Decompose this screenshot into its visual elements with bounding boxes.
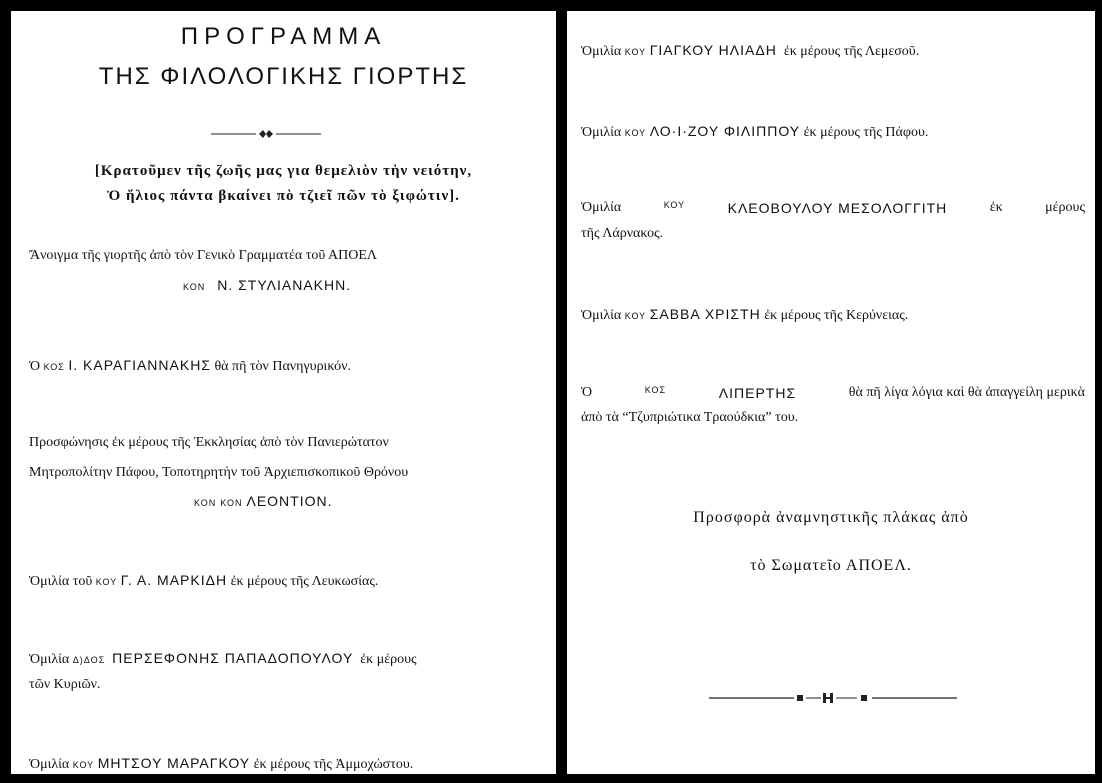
motto-line-2: Ὁ ἥλιος πάντα βκαίνει πὸ τζιεῖ πῶν τὸ ξιφώτιν]. bbox=[107, 188, 460, 204]
nicosia-speech-line: Ὁμιλία τοῦ ΚΟΥ Γ. Α. ΜΑΡΚΙΔΗ ἐκ μέρους τῆς Λευκωσίας. bbox=[29, 572, 379, 589]
ladies-speech-line-1: Ὁμιλία Δ)ΔΟΣ ΠΕΡΣΕΦΟΝΗΣ ΠΑΠΑΔΟΠΟΥΛΟΥ ἐκ μέρους bbox=[29, 650, 417, 667]
ladies-speech-line-2: τῶν Κυριῶν. bbox=[29, 677, 101, 692]
ornament-divider-top bbox=[211, 127, 321, 141]
closing-line-1: Προσφορὰ ἀναμνηστικῆς πλάκας ἀπὸ bbox=[693, 509, 969, 526]
larnaca-speech-line-1: Ὁμιλία ΚΟΥ ΚΛΕΟΒΟΥΛΟΥ ΜΕΣΟΛΟΓΓΙΤΗ ἐκ μέρους bbox=[581, 200, 1085, 216]
limassol-speech-line: Ὁμιλία ΚΟΥ ΓΙΑΓΚΟΥ ΗΛΙΑΔΗ ἐκ μέρους τῆς Λεμεσοῦ. bbox=[581, 42, 920, 59]
kyrenia-speech-line: Ὁμιλία ΚΟΥ ΣΑΒΒΑ ΧΡΙΣΤΗ ἐκ μέρους τῆς Κερύνειας. bbox=[581, 306, 909, 323]
program-subtitle: ΤΗΣ ΦΙΛΟΛΟΓΙΚΗΣ ΓΙΟΡΤΗΣ bbox=[98, 63, 469, 90]
paphos-speech-line: Ὁμιλία ΚΟΥ ΛΟ·Ι·ΖΟΥ ΦΙΛΙΠΠΟΥ ἐκ μέρους τῆς Πάφου. bbox=[581, 123, 929, 140]
lipertis-line-2: ἀπὸ τὰ “Τζυπριώτικα Τραούδκια” του. bbox=[581, 410, 799, 425]
opening-speaker: ΚΟΝ Ν. ΣΤΥΛΙΑΝΑΚΗΝ. bbox=[183, 277, 352, 293]
lipertis-line-1: Ὁ ΚΟΣ ΛΙΠΕΡΤΗΣ θὰ πῆ λίγα λόγια καὶ θὰ ἀπαγγείλη μερικὰ bbox=[581, 385, 1085, 401]
motto-line-1: [Κρατοῦμεν τῆς ζωῆς μας για θεμελιὸν τὴν νειότην, bbox=[94, 163, 473, 179]
ornament-divider-bottom bbox=[709, 691, 957, 705]
church-address-line-2: Μητροπολίτην Πάφου, Τοποτηρητὴν τοῦ Ἀρχιεπισκοπικοῦ Θρόνου bbox=[29, 465, 409, 480]
page-frame bbox=[3, 3, 1097, 778]
right-page bbox=[567, 11, 1095, 774]
closing-line-2: τὸ Σωματεῖο ΑΠΟΕΛ. bbox=[750, 557, 912, 574]
opening-line: Ἄνοιγμα τῆς γιορτῆς ἀπὸ τὸν Γενικὸ Γραμματέα τοῦ ΑΠΟΕΛ bbox=[29, 248, 378, 263]
church-address-line-1: Προσφώνησις ἐκ μέρους τῆς Ἐκκλησίας ἀπὸ τὸν Πανιερώτατον bbox=[29, 435, 389, 450]
program-title: ΠΡΟΓΡΑΜΜΑ bbox=[180, 23, 387, 50]
church-address-line-3: ΚΟΝ ΚΟΝ ΛΕΟΝΤΙΟΝ. bbox=[194, 493, 333, 509]
famagusta-speech-line: Ὁμιλία ΚΟΥ ΜΗΤΣΟΥ ΜΑΡΑΓΚΟΥ ἐκ μέρους τῆς Ἀμμοχώστου. bbox=[29, 755, 414, 772]
page-gutter bbox=[558, 11, 565, 774]
larnaca-speech-line-2: τῆς Λάρνακος. bbox=[581, 226, 664, 241]
left-page bbox=[11, 11, 556, 774]
panegyric-line: Ὁ ΚΟΣ Ι. ΚΑΡΑΓΙΑΝΝΑΚΗΣ θὰ πῆ τὸν Πανηγυρικόν. bbox=[29, 357, 351, 374]
